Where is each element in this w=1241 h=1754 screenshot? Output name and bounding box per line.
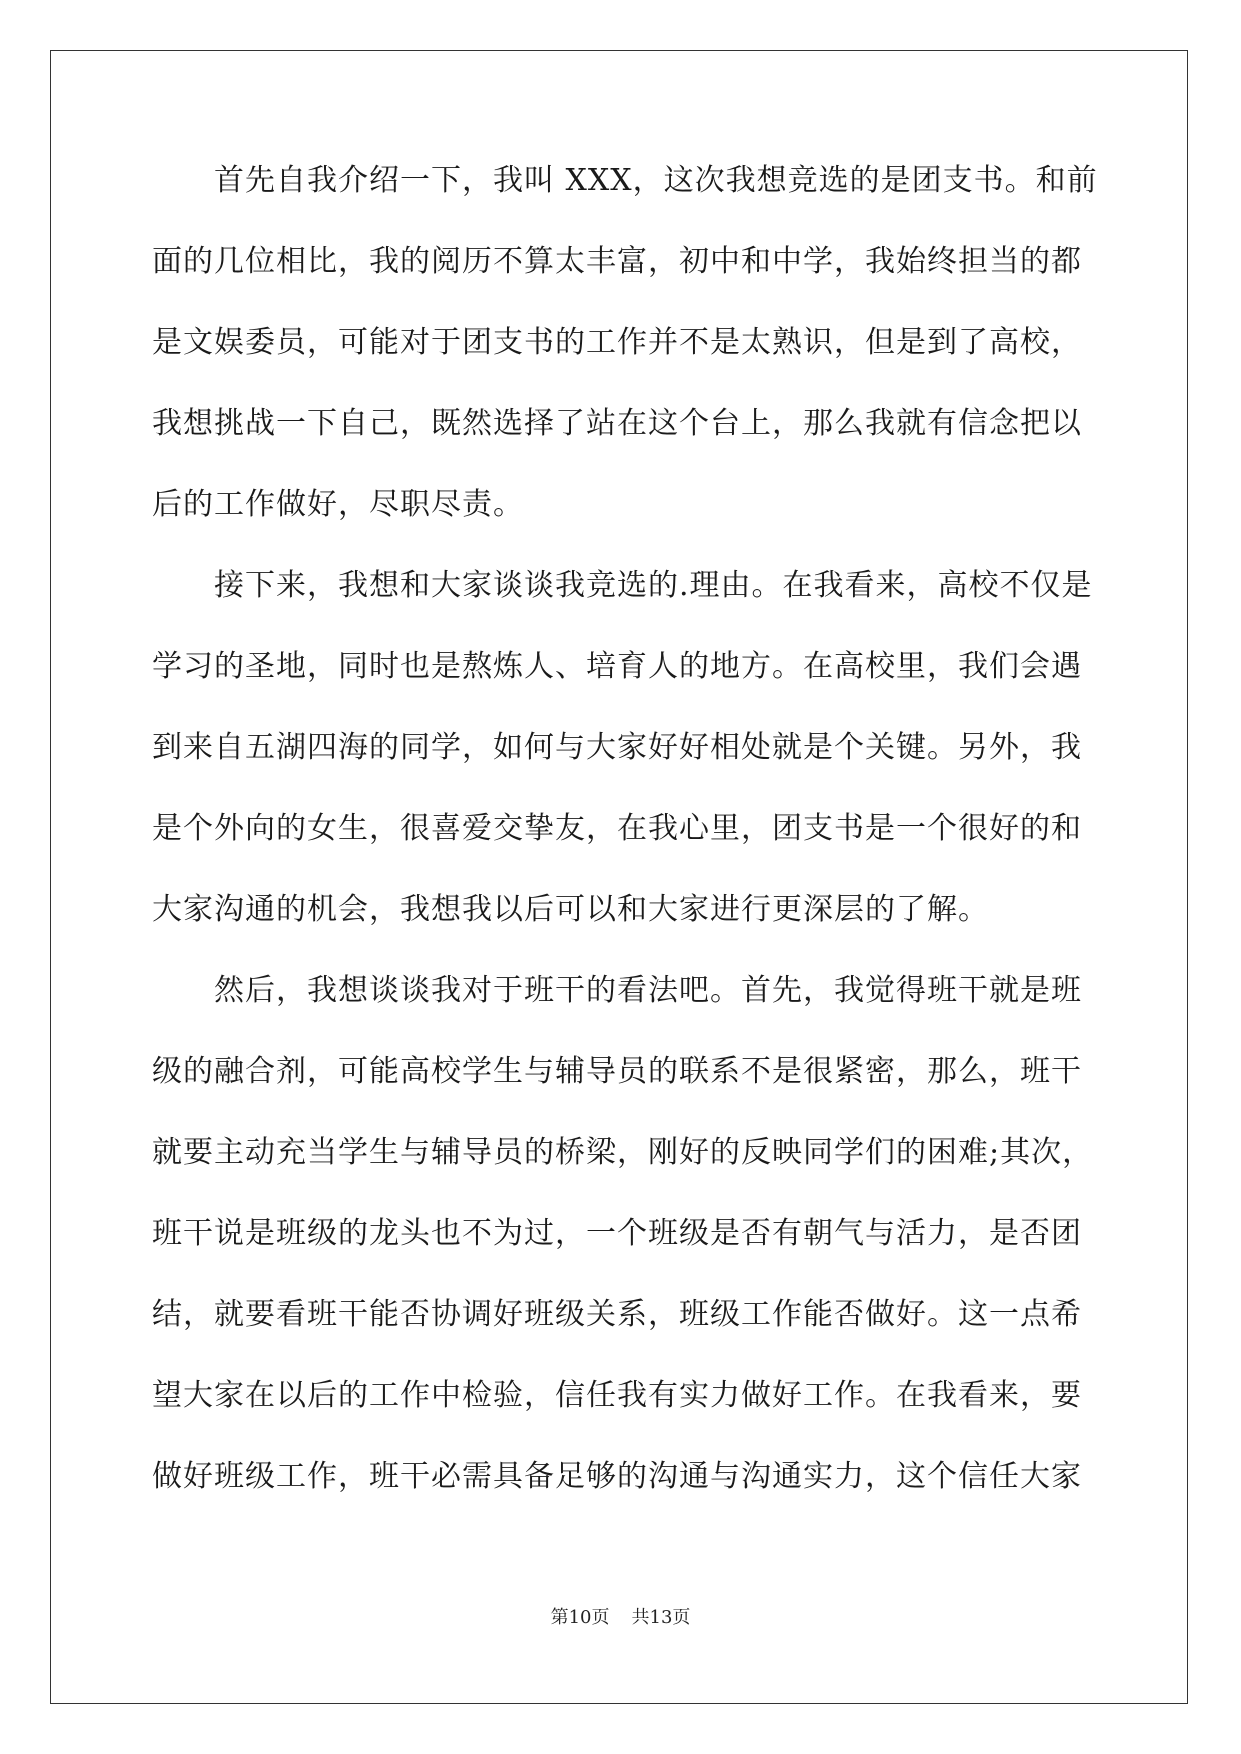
paragraph-3-line-5: 结，就要看班干能否协调好班级关系，班级工作能否做好。这一点希 xyxy=(152,1297,1082,1332)
paragraph-1-line-4: 我想挑战一下自己，既然选择了站在这个台上，那么我就有信念把以 xyxy=(152,406,1082,441)
page-total: 共13页 xyxy=(631,1607,691,1628)
paragraph-1-line-2: 面的几位相比，我的阅历不算太丰富，初中和中学，我始终担当的都 xyxy=(152,244,1082,279)
paragraph-2-line-5: 大家沟通的机会，我想我以后可以和大家进行更深层的了解。 xyxy=(152,892,989,927)
paragraph-3-line-6: 望大家在以后的工作中检验，信任我有实力做好工作。在我看来，要 xyxy=(152,1378,1082,1413)
page-footer xyxy=(0,1606,1241,1630)
paragraph-3-line-2: 级的融合剂，可能高校学生与辅导员的联系不是很紧密，那么，班干 xyxy=(152,1054,1082,1089)
paragraph-3-line-7: 做好班级工作，班干必需具备足够的沟通与沟通实力，这个信任大家 xyxy=(152,1459,1082,1494)
document-body xyxy=(152,161,1098,1538)
paragraph-3-line-4: 班干说是班级的龙头也不为过，一个班级是否有朝气与活力，是否团 xyxy=(152,1216,1082,1251)
paragraph-2-line-1: 接下来，我想和大家谈谈我竞选的.理由。在我看来，高校不仅是 xyxy=(214,568,1093,603)
paragraph-2-line-3: 到来自五湖四海的同学，如何与大家好好相处就是个关键。另外，我 xyxy=(152,730,1082,765)
paragraph-1-line-1: 首先自我介绍一下，我叫 XXX，这次我想竞选的是团支书。和前 xyxy=(214,163,1098,198)
paragraph-2-line-4: 是个外向的女生，很喜爱交挚友，在我心里，团支书是一个很好的和 xyxy=(152,811,1082,846)
paragraph-3-line-3: 就要主动充当学生与辅导员的桥梁，刚好的反映同学们的困难;其次， xyxy=(152,1135,1094,1170)
page-number: 第10页 xyxy=(550,1607,610,1628)
paragraph-1-line-3: 是文娱委员，可能对于团支书的工作并不是太熟识，但是到了高校， xyxy=(152,325,1082,360)
paragraph-3-line-1: 然后，我想谈谈我对于班干的看法吧。首先，我觉得班干就是班 xyxy=(214,973,1082,1008)
paragraph-2-line-2: 学习的圣地，同时也是熬炼人、培育人的地方。在高校里，我们会遇 xyxy=(152,649,1082,684)
paragraph-1-line-5: 后的工作做好，尽职尽责。 xyxy=(152,487,524,522)
